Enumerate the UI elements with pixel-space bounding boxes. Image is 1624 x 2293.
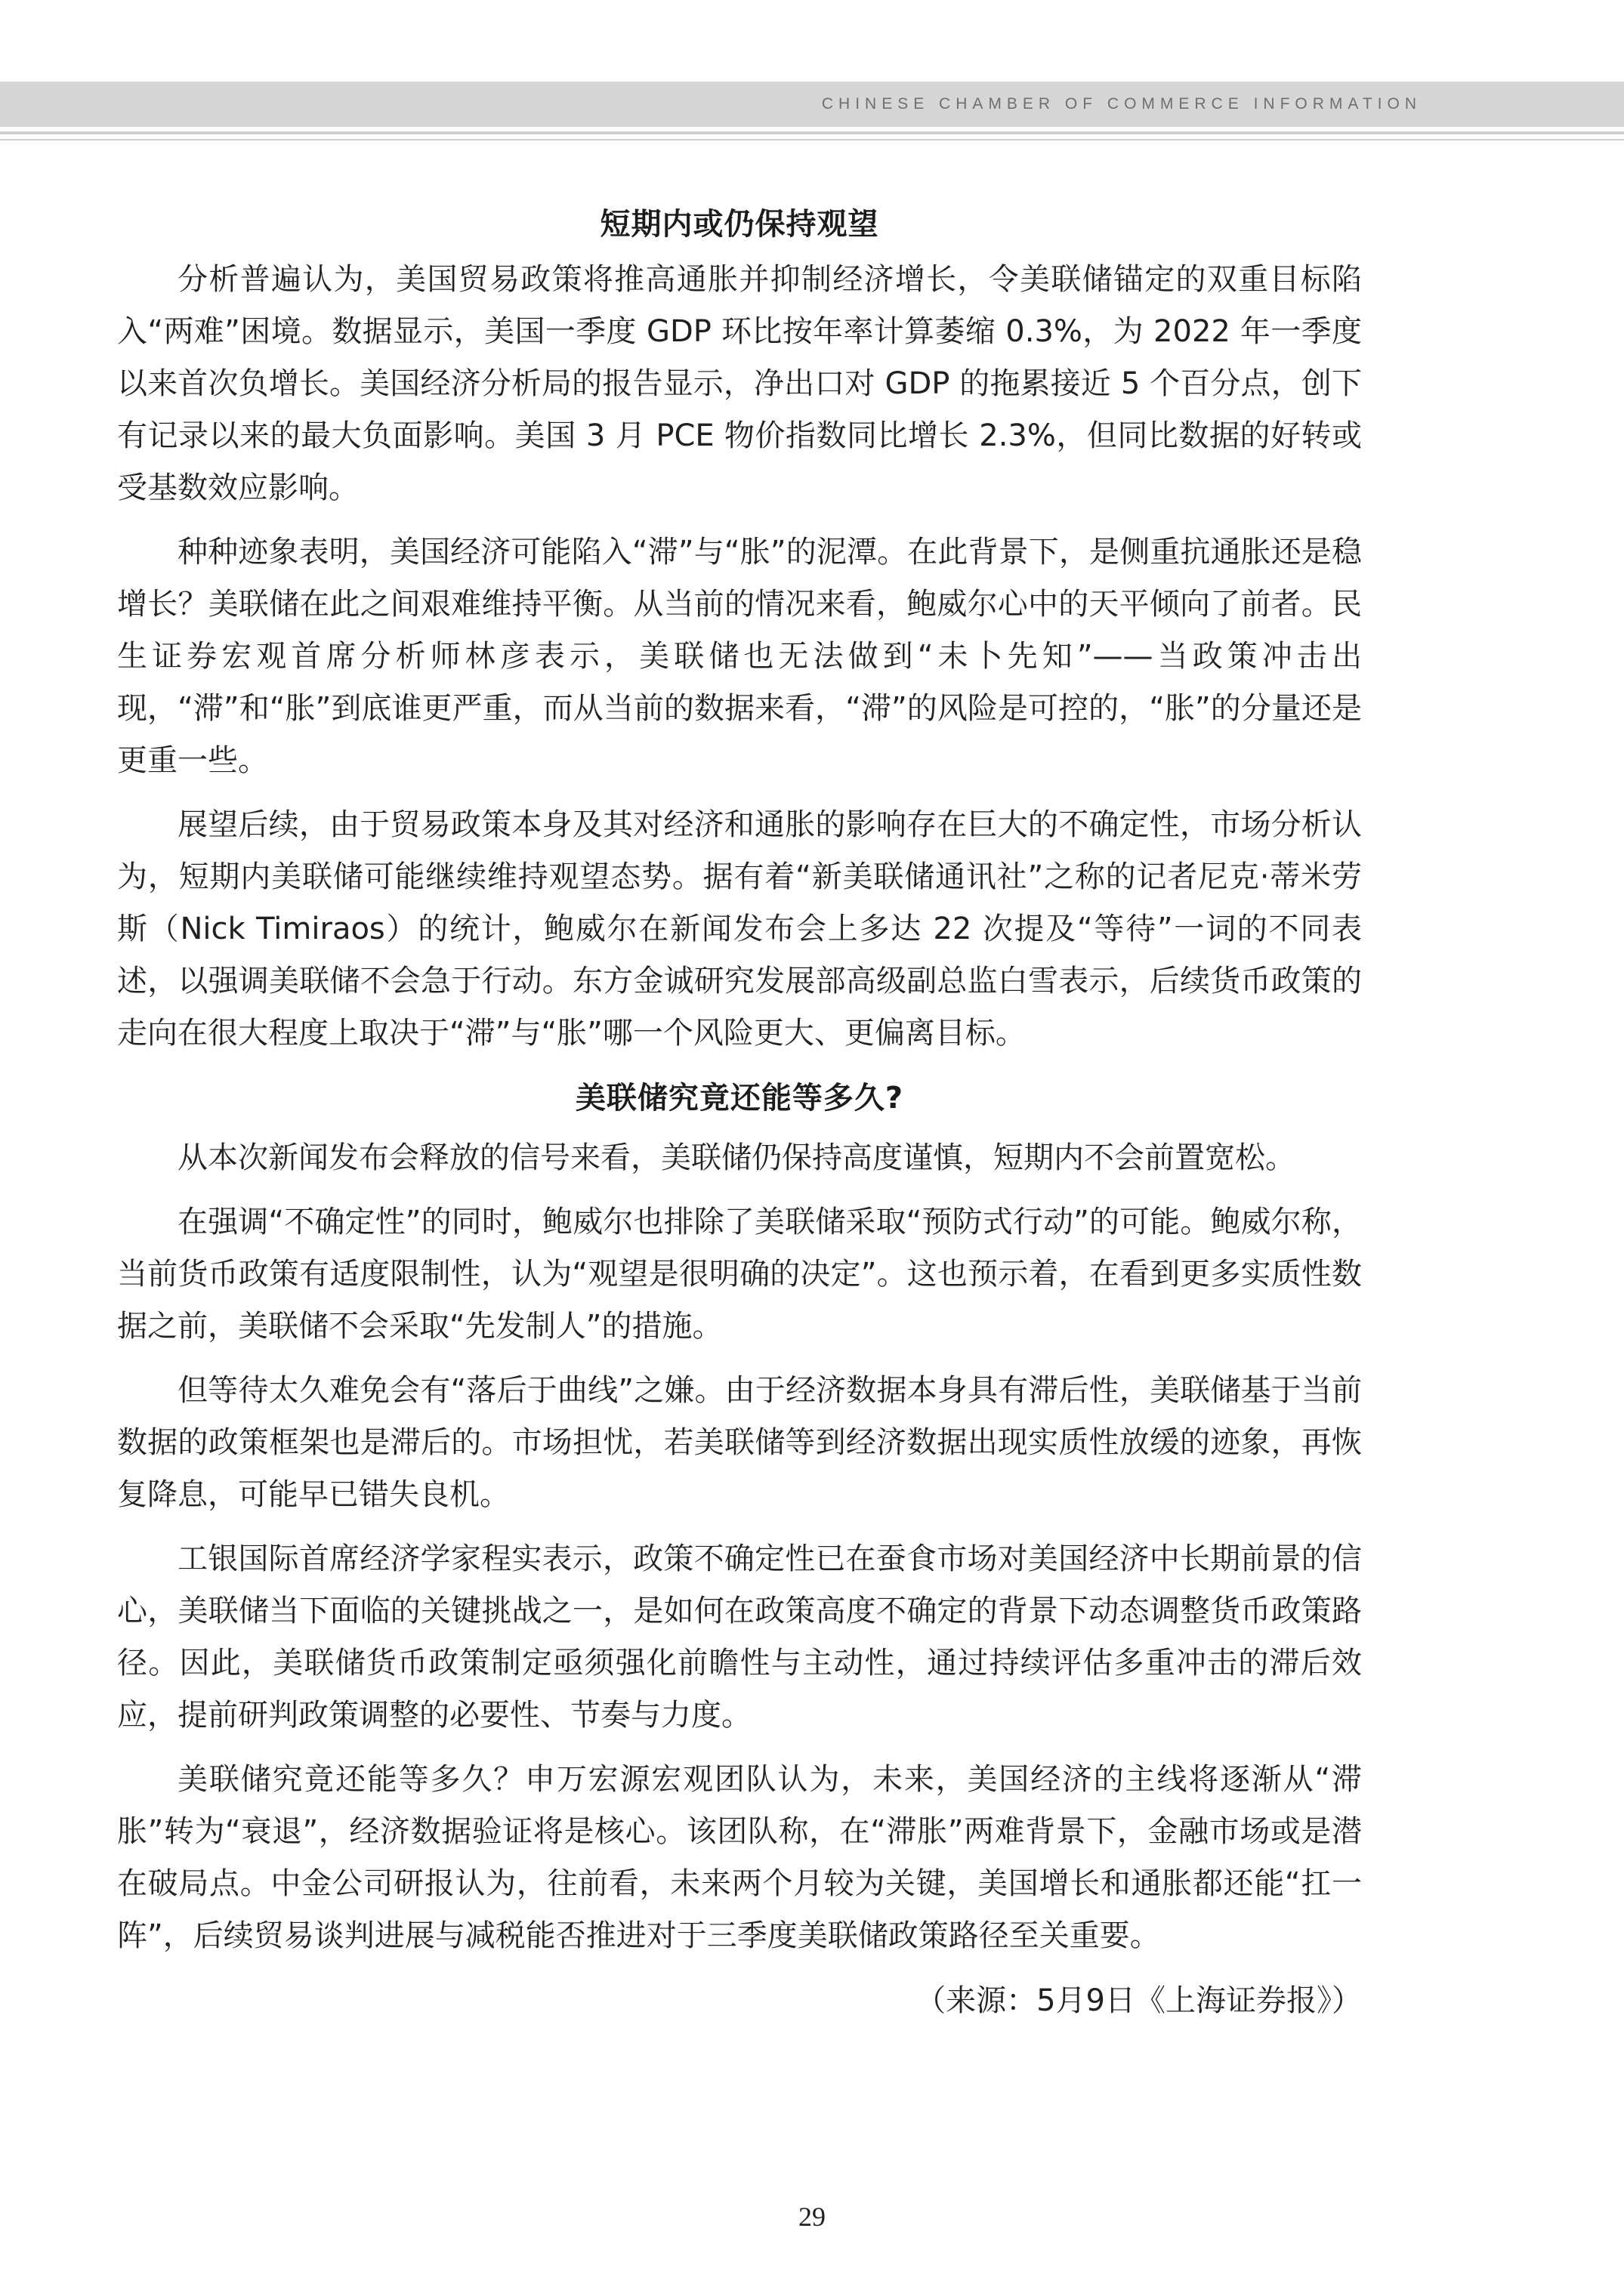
paragraph: 美联储究竟还能等多久？申万宏源宏观团队认为，未来，美国经济的主线将逐渐从“滞胀”转为“衰退”，经济数据验证将是核心。该团队称，在“滞胀”两难背景下，金融市场或是潜在破局点。中金公司研报认为，往前看，未来两个月较为关键，美国增长和通胀都还能“扛一阵”，后续贸易谈判进展与减税能否推进对于三季度美联储政策路径至关重要。 bbox=[117, 1762, 1362, 1953]
header-rule-thin bbox=[0, 139, 1624, 140]
paragraph: 展望后续，由于贸易政策本身及其对经济和通胀的影响存在巨大的不确定性，市场分析认为，短期内美联储可能继续维持观望态势。据有着“新美联储通讯社”之称的记者尼克·蒂米劳斯（Nick Timiraos）的统计，鲍威尔在新闻发布会上多达 22 次提及“等待”一词的不同表述，以强调美联储不会急于行动。东方金诚研究发展部高级副总监白雪表示，后续货币政策的走向在很大程度上取决于“滞”与“胀”哪一个风险更大、更偏离目标。 bbox=[117, 807, 1362, 1051]
paragraph: 分析普遍认为，美国贸易政策将推高通胀并抑制经济增长，令美联储锚定的双重目标陷入“两难”困境。数据显示，美国一季度 GDP 环比按年率计算萎缩 0.3%，为 2022 年一季度以来首次负增长。美国经济分析局的报告显示，净出口对 GDP 的拖累接近 5 个百分点，创下有记录以来的最大负面影响。美国 3 月 PCE 物价指数同比增长 2.3%，但同比数据的好转或受基数效应影响。 bbox=[117, 262, 1362, 505]
paragraph: 在强调“不确定性”的同时，鲍威尔也排除了美联储采取“预防式行动”的可能。鲍威尔称，当前货币政策有适度限制性，认为“观望是很明确的决定”。这也预示着，在看到更多实质性数据之前，美联储不会采取“先发制人”的措施。 bbox=[117, 1205, 1362, 1344]
section-heading-2: 美联储究竟还能等多久? bbox=[575, 1081, 904, 1116]
page-number: 29 bbox=[798, 2202, 826, 2232]
paragraph: 工银国际首席经济学家程实表示，政策不确定性已在蚕食市场对美国经济中长期前景的信心，美联储当下面临的关键挑战之一，是如何在政策高度不确定的背景下动态调整货币政策路径。因此，美联储货币政策制定亟须强化前瞻性与主动性，通过持续评估多重冲击的滞后效应，提前研判政策调整的必要性、节奏与力度。 bbox=[117, 1542, 1362, 1733]
article-body bbox=[117, 198, 1362, 2027]
source-citation: （来源：5月9日《上海证券报》） bbox=[915, 1983, 1362, 2018]
running-header: CHINESE CHAMBER OF COMMERCE INFORMATION bbox=[821, 95, 1422, 113]
section-heading-1: 短期内或仍保持观望 bbox=[600, 207, 879, 242]
paragraph: 从本次新闻发布会释放的信号来看，美联储仍保持高度谨慎，短期内不会前置宽松。 bbox=[178, 1140, 1295, 1175]
paragraph: 但等待太久难免会有“落后于曲线”之嫌。由于经济数据本身具有滞后性，美联储基于当前数据的政策框架也是滞后的。市场担忧，若美联储等到经济数据出现实质性放缓的迹象，再恢复降息，可能早已错失良机。 bbox=[117, 1373, 1362, 1512]
paragraph: 种种迹象表明，美国经济可能陷入“滞”与“胀”的泥潭。在此背景下，是侧重抗通胀还是稳增长？美联储在此之间艰难维持平衡。从当前的情况来看，鲍威尔心中的天平倾向了前者。民生证券宏观首席分析师林彦表示，美联储也无法做到“未卜先知”——当政策冲击出现，“滞”和“胀”到底谁更严重，而从当前的数据来看，“滞”的风险是可控的，“胀”的分量还是更重一些。 bbox=[117, 535, 1362, 778]
header-rule bbox=[0, 131, 1624, 134]
